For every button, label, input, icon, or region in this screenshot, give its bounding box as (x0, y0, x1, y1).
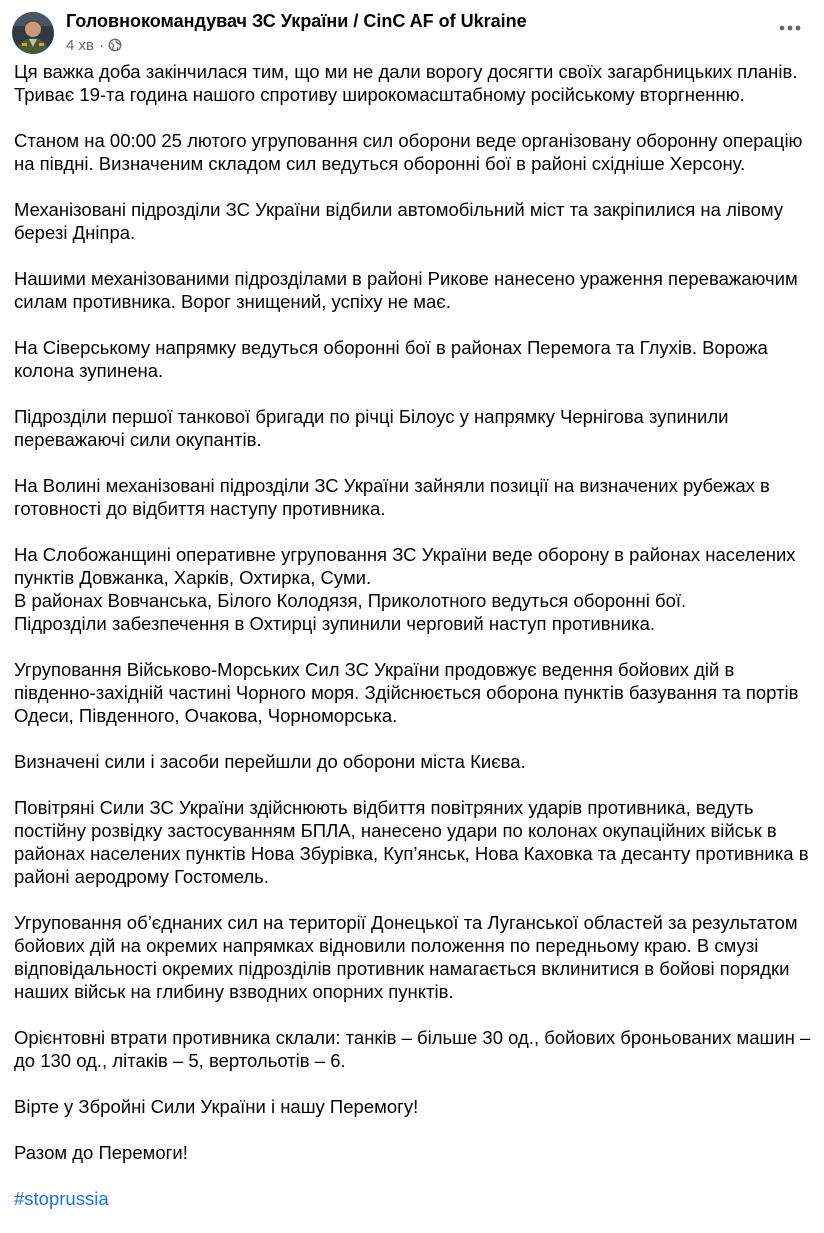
post-paragraph (14, 658, 814, 727)
post-paragraphs (14, 60, 814, 1164)
globe-icon[interactable] (108, 38, 122, 52)
post-paragraph (14, 543, 814, 635)
paragraph-line: Підрозділи першої танкової бригади по річці Білоус у напрямку Чернігова зупинили (14, 406, 729, 427)
author-name-link[interactable]: Головнокомандувач ЗС України / CinC AF of Ukraine (66, 11, 527, 31)
paragraph-line: до 130 од., літаків – 5, вертольотів – 6. (14, 1050, 346, 1071)
post-paragraph (14, 267, 814, 313)
more-horizontal-icon (779, 25, 801, 31)
post-header (12, 10, 812, 58)
paragraph-line: На Слобожанщині оперативне угруповання ЗС України веде оборону в районах населених (14, 544, 796, 565)
paragraph-line: відповідальності окремих підрозділів противник намагається вклинитися в бойові порядки (14, 958, 790, 979)
post-time-link[interactable]: 4 хв (66, 36, 94, 54)
avatar-image (12, 12, 54, 54)
paragraph-line: південно-західній частині Чорного моря. Здійснюється оборона пунктів базування та портів (14, 682, 799, 703)
paragraph-line: Механізовані підрозділи ЗС України відбили автомобільний міст та закріпилися на лівому (14, 199, 784, 220)
author-avatar[interactable] (12, 12, 54, 54)
post-paragraph (14, 1141, 814, 1164)
post-paragraph (14, 336, 814, 382)
post-paragraph (14, 911, 814, 1003)
post-paragraph (14, 474, 814, 520)
paragraph-line: На Сіверському напрямку ведуться оборонні бої в районах Перемога та Глухів. Ворожа (14, 337, 768, 358)
paragraph-line: Одеси, Південного, Очакова, Чорноморська. (14, 705, 398, 726)
paragraph-line: силам противника. Ворог знищений, успіху не має. (14, 291, 451, 312)
more-options-button[interactable] (772, 14, 808, 42)
paragraph-line: районах населених пунктів Нова Збурівка, Куп’янськ, Нова Каховка та десанту противника в (14, 843, 809, 864)
paragraph-line: районі аеродрому Гостомель. (14, 866, 269, 887)
paragraph-line: березі Дніпра. (14, 222, 136, 243)
hashtag-paragraph (14, 1187, 814, 1210)
post-meta (66, 36, 122, 54)
paragraph-line: Вірте у Збройні Сили України і нашу Перемогу! (14, 1096, 419, 1117)
paragraph-line: Підрозділи забезпечення в Охтирці зупинили черговий наступ противника. (14, 613, 656, 634)
paragraph-line: Орієнтовні втрати противника склали: танків – більше 30 од., бойових броньованих машин – (14, 1027, 811, 1048)
post-paragraph (14, 129, 814, 175)
post-text (14, 60, 814, 1233)
post-paragraph (14, 60, 814, 106)
meta-separator: · (98, 36, 104, 54)
paragraph-line: готовності до відбиття наступу противника. (14, 498, 386, 519)
paragraph-line: переважаючі сили окупантів. (14, 429, 262, 450)
paragraph-line: Повітряні Сили ЗС України здійснюють відбиття повітряних ударів противника, ведуть (14, 797, 754, 818)
paragraph-line: Ця важка доба закінчилася тим, що ми не дали ворогу досягти своїх загарбницьких планів. (14, 61, 798, 82)
paragraph-line: бойових дій на окремих напрямках відновили положення по передньому краю. В смузі (14, 935, 759, 956)
paragraph-line: пунктів Довжанка, Харків, Охтирка, Суми. (14, 567, 372, 588)
paragraph-line: Станом на 00:00 25 лютого угруповання сил оборони веде організовану оборонну операцію (14, 130, 803, 151)
post-paragraph (14, 405, 814, 451)
paragraph-line: Визначені сили і засоби перейшли до оборони міста Києва. (14, 751, 526, 772)
paragraph-line: Триває 19-та година нашого спротиву широкомасштабному російському вторгненню. (14, 84, 745, 105)
paragraph-line: Угруповання об’єднаних сил на території Донецької та Луганської областей за результатом (14, 912, 798, 933)
paragraph-line: На Волині механізовані підрозділи ЗС України зайняли позиції на визначених рубежах в (14, 475, 770, 496)
paragraph-line: на півдні. Визначеним складом сил ведуться оборонні бої в районі східніше Херсону. (14, 153, 746, 174)
paragraph-line: колона зупинена. (14, 360, 164, 381)
post-paragraph (14, 1095, 814, 1118)
post-paragraph (14, 750, 814, 773)
paragraph-line: Угруповання Військово-Морських Сил ЗС України продовжує ведення бойових дій в (14, 659, 735, 680)
post-paragraph (14, 1026, 814, 1072)
paragraph-line: Нашими механізованими підрозділами в районі Рикове нанесено ураження переважаючим (14, 268, 798, 289)
hashtag-link[interactable]: #stoprussia (14, 1188, 109, 1209)
paragraph-line: В районах Вовчанська, Білого Колодязя, Приколотного ведуться оборонні бої. (14, 590, 687, 611)
paragraph-line: наших військ на глибину взводних опорних пунктів. (14, 981, 454, 1002)
paragraph-line: постійну розвідку застосуванням БПЛА, нанесено удари по колонах окупаційних військ в (14, 820, 777, 841)
paragraph-line: Разом до Перемоги! (14, 1142, 188, 1163)
post-paragraph (14, 796, 814, 888)
post-paragraph (14, 198, 814, 244)
